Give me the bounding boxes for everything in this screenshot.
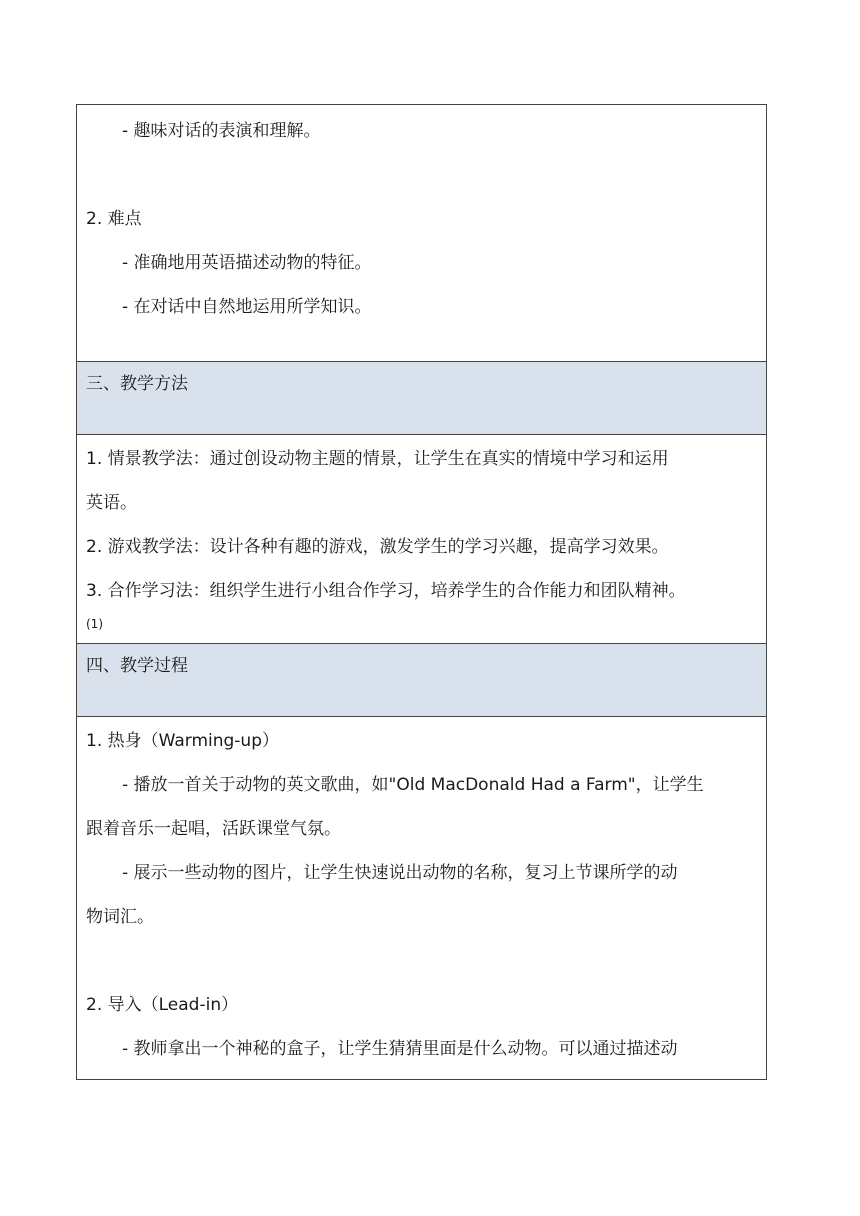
section-header-process [77,644,767,717]
method-item-cont: 英语。 [86,493,137,513]
lesson-plan-table [76,104,767,1080]
table-row [77,644,767,717]
table-row [77,435,767,644]
method-item: 3. 合作学习法：组织学生进行小组合作学习，培养学生的合作能力和团队精神。 [86,581,686,601]
table-row [77,105,767,362]
section-title: 三、教学方法 [86,374,188,394]
difficulty-item: - 在对话中自然地运用所学知识。 [122,297,372,317]
method-item: 1. 情景教学法：通过创设动物主题的情景，让学生在真实的情境中学习和运用 [86,449,669,469]
blank-line [86,939,757,983]
warmup-item: - 播放一首关于动物的英文歌曲，如"Old MacDonald Had a Farm"，让学生 [122,775,704,795]
warmup-item: - 展示一些动物的图片，让学生快速说出动物的名称，复习上节课所学的动 [122,863,678,883]
warmup-title: 1. 热身（Warming-up） [86,731,280,751]
blank-line [86,153,757,197]
leadin-item: - 教师拿出一个神秘的盒子，让学生猜猜里面是什么动物。可以通过描述动 [122,1039,678,1059]
difficulty-item: - 准确地用英语描述动物的特征。 [122,253,372,273]
table-row [77,362,767,435]
methods-cell [77,435,767,644]
warmup-item-cont: 物词汇。 [86,907,154,927]
method-item: 2. 游戏教学法：设计各种有趣的游戏，激发学生的学习兴趣，提高学习效果。 [86,537,669,557]
table-row [77,717,767,1080]
difficulties-title: 2. 难点 [86,209,142,229]
section-header-methods [77,362,767,435]
process-cell [77,717,767,1080]
leadin-title: 2. 导入（Lead-in） [86,995,239,1015]
section-title: 四、教学过程 [86,656,188,676]
key-points-cell [77,105,767,362]
key-point-item: - 趣味对话的表演和理解。 [122,121,321,141]
warmup-item-cont: 跟着音乐一起唱，活跃课堂气氛。 [86,819,341,839]
footnote-marker: (1) [86,617,103,631]
